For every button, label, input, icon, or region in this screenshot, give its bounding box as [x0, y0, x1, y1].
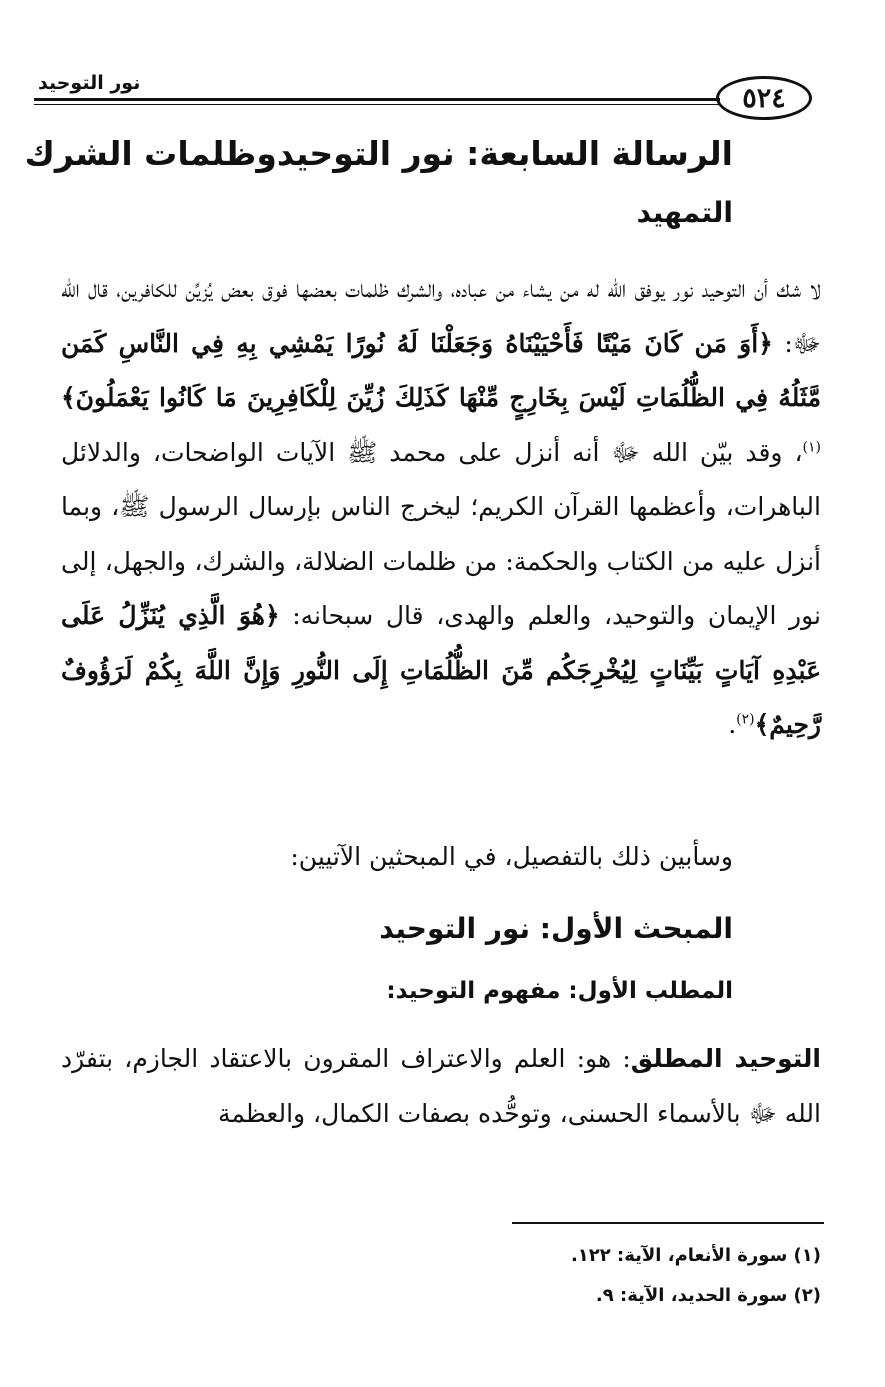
definition-text: : هو: العلم والاعتراف المقرون بالاعتقاد الجازم، بتفرّد الله ﷻ بالأسماء الحسنى، وتوحُّده بصفات الكمال، والعظمة [61, 1044, 821, 1128]
footnotes [401, 1236, 821, 1316]
page-header [0, 0, 885, 130]
definition-term: التوحيد المطلق [630, 1044, 821, 1073]
footnote-ref: (١) [802, 439, 821, 456]
paragraph-text: ، وقد بيّن الله ﷻ أنه أنزل على محمد ﷺ الآيات الواضحات، والدلائل الباهرات، وأعظمها القرآن الكريم؛ ليخرج الناس بإرسال الرسول ﷺ، وبما أنزل عليه من الكتاب والحكمة: من ظلمات الضلالة، والشرك، والجهل، إلى نور الإيمان والتوحيد، والعلم والهدى، قال سبحانه: [61, 437, 821, 630]
header-rule-thin [34, 104, 720, 105]
quran-verse: ﴿أَوَ مَن كَانَ مَيْتًا فَأَحْيَيْنَاهُ وَجَعَلْنَا لَهُ نُورًا يَمْشِي بِهِ فِي النَّاسِ كَمَن مَّثَلُهُ فِي الظُّلُمَاتِ لَيْسَ بِخَارِجٍ مِّنْهَا كَذَلِكَ زُيِّنَ لِلْكَافِرِينَ مَا كَانُوا يَعْمَلُونَ﴾ [61, 328, 821, 412]
intro-heading: التمهيد [636, 196, 733, 229]
definition-paragraph [61, 1032, 821, 1141]
paragraph-text: . [728, 710, 737, 739]
section-heading: المبحث الأول: نور التوحيد [379, 912, 733, 945]
footnote-separator [512, 1222, 824, 1224]
quran-verse: ﴿هُوَ الَّذِي يُنَزِّلُ عَلَى عَبْدِهِ آيَاتٍ بَيِّنَاتٍ لِيُخْرِجَكُم مِّنَ الظُّلُمَاتِ إِلَى النُّورِ وَإِنَّ اللَّهَ بِكُمْ لَرَؤُوفٌ رَّحِيمٌ﴾ [61, 601, 821, 739]
running-title: نور التوحيد [38, 72, 141, 94]
footnote-ref: (٢) [736, 711, 755, 728]
footnote: (٢) سورة الحديد، الآية: ٩. [595, 1285, 821, 1306]
page-number: ٥٢٤ [716, 76, 812, 120]
footnote: (١) سورة الأنعام، الآية: ١٢٢. [570, 1245, 821, 1266]
chapter-title: الرسالة السابعة: نور التوحيدوظلمات الشرك [24, 134, 733, 173]
paragraph-text: لا شك أن التوحيد نور يوفق الله له من يشاء من عباده، والشرك ظلمات بعضها فوق بعض يُزيِّن للكافرين، قال الله ﷻ: [61, 274, 822, 358]
intro-line: وسأبين ذلك بالتفصيل، في المبحثين الآتيين: [290, 842, 733, 871]
header-rule [34, 98, 720, 101]
body-paragraph [61, 262, 821, 753]
subsection-heading: المطلب الأول: مفهوم التوحيد: [386, 978, 733, 1004]
